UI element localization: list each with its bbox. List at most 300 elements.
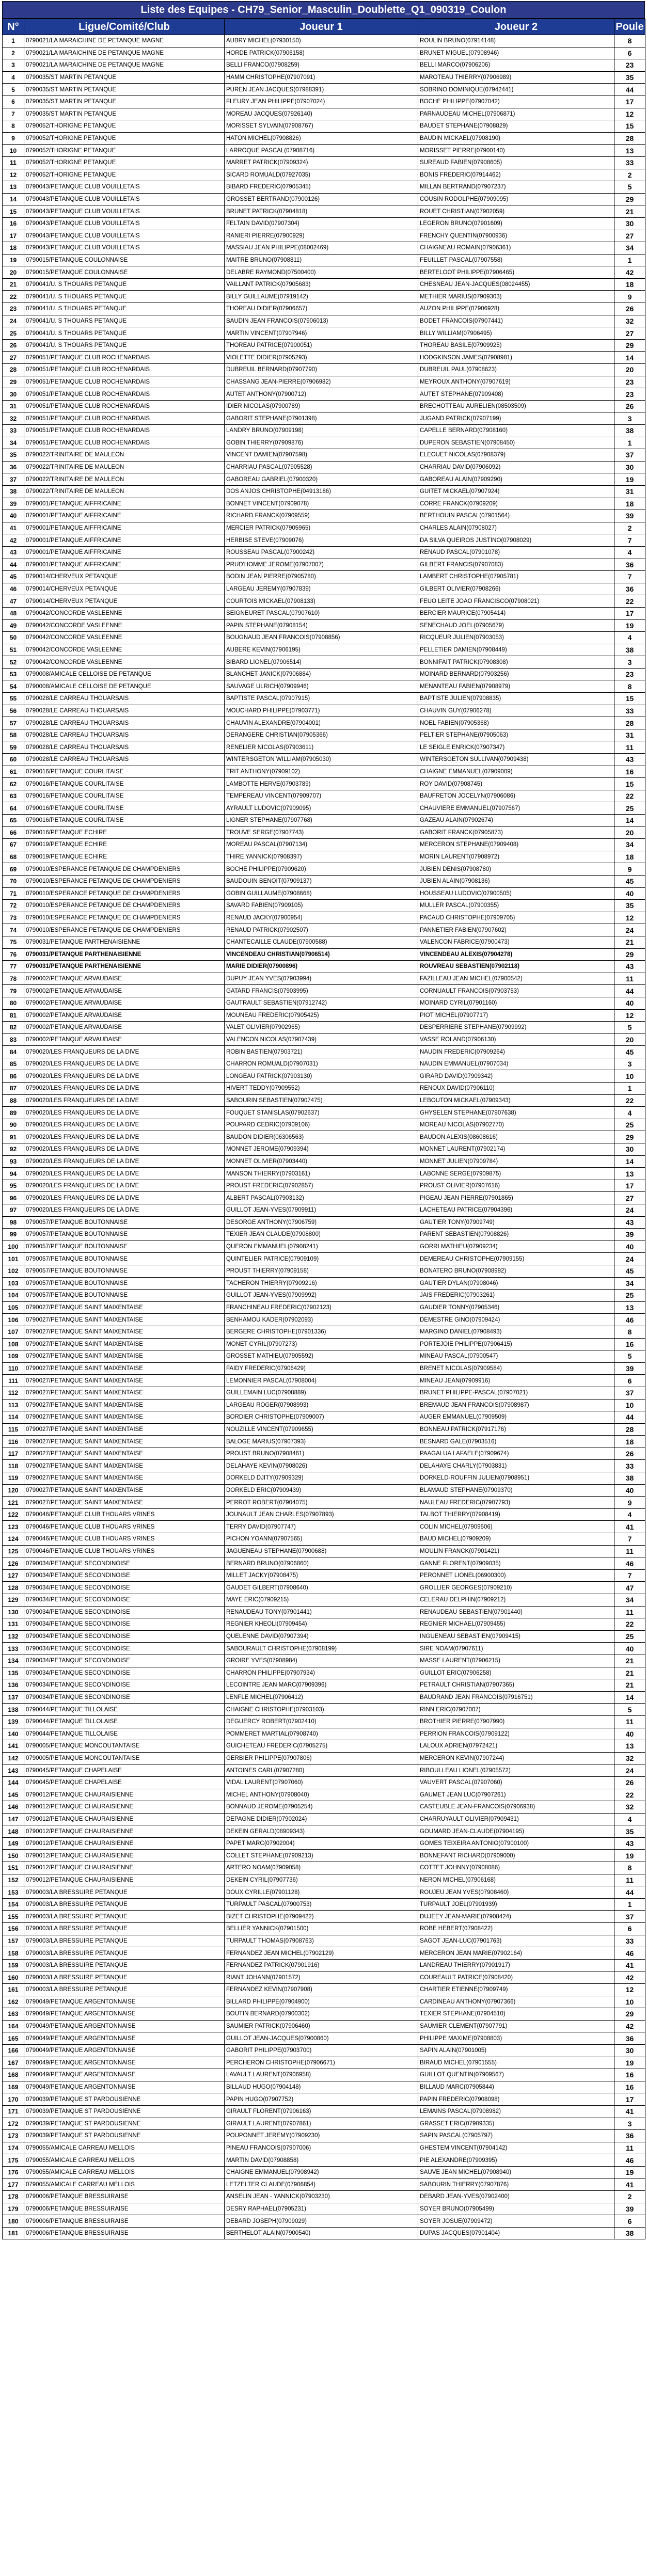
cell-player-1: DESORGE ANTHONY(07906759) [225,1216,418,1229]
cell-player-2: AUTET STEPHANE(07909408) [418,388,614,401]
cell-player-1: PAPIN HUGO(07907752) [225,2093,418,2106]
cell-pool: 27 [614,327,645,340]
cell-number: 168 [3,2069,24,2081]
cell-player-2: GAUTIER TONY(07909749) [418,1216,614,1229]
cell-player-1: LENFLE MICHEL(07906412) [225,1691,418,1704]
cell-player-2: GAUTIER DYLAN(07908046) [418,1277,614,1290]
cell-player-1: AUTET ANTHONY(07900712) [225,388,418,401]
cell-club: 0790044/PETANQUE TILLOLAISE [24,1715,225,1728]
cell-club: 0790003/LA BRESSUIRE PETANQUE [24,1935,225,1947]
table-row [3,1460,645,1472]
cell-number: 54 [3,680,24,693]
cell-pool: 36 [614,2032,645,2045]
table-row [3,2044,645,2057]
cell-pool: 12 [614,912,645,924]
cell-player-1: DORKELD DJITY(07909329) [225,1472,418,1485]
cell-player-1: HIVERT TEDDY(07909552) [225,1083,418,1095]
cell-player-2: MARGINO DANIEL(07908493) [418,1326,614,1338]
table-row [3,1472,645,1485]
cell-player-1: LIGNER STEPHANE(07907768) [225,815,418,827]
cell-club: 0790055/AMICALE CARREAU MELLOIS [24,2179,225,2191]
cell-player-2: ROULIN BRUNO(07914148) [418,35,614,47]
cell-pool: 2 [614,522,645,534]
cell-player-2: COUREAULT PATRICE(07908420) [418,1971,614,1984]
cell-player-2: BIRAUD MICHEL(07901555) [418,2057,614,2069]
cell-player-2: BODET FRANCOIS(07907441) [418,315,614,327]
table-row [3,705,645,717]
cell-club: 0790012/PETANQUE CHAURAISIENNE [24,1837,225,1850]
cell-number: 91 [3,1131,24,1143]
cell-player-1: GAUTRAULT SEBASTIEN(07912742) [225,997,418,1009]
cell-club: 0790042/CONCORDE VASLEENNE [24,656,225,669]
cell-number: 37 [3,473,24,486]
table-row [3,1545,645,1557]
cell-number: 56 [3,705,24,717]
cell-player-2: MONNET JULIEN(07909784) [418,1155,614,1168]
cell-pool: 46 [614,1557,645,1570]
cell-pool: 34 [614,1594,645,1607]
cell-club: 0790003/LA BRESSUIRE PETANQUE [24,1959,225,1971]
cell-number: 71 [3,887,24,900]
cell-player-1: MAITRE BRUNO(07908811) [225,254,418,266]
table-row [3,1350,645,1363]
cell-club: 0790010/ESPERANCE PETANQUE DE CHAMPDENIERS [24,900,225,912]
table-row [3,924,645,936]
cell-pool: 16 [614,1338,645,1350]
cell-club: 0790003/LA BRESSUIRE PETANQUE [24,1984,225,1996]
cell-player-2: DEMEREAU CHRISTOPHE(07909155) [418,1253,614,1265]
cell-player-2: MILLAN BERTRAND(07907237) [418,181,614,194]
cell-player-1: THOREAU DIDIER(07906657) [225,303,418,315]
table-row [3,1326,645,1338]
cell-number: 154 [3,1898,24,1911]
cell-number: 59 [3,741,24,754]
cell-player-2: TURPAULT JOEL(07901939) [418,1898,614,1911]
cell-number: 128 [3,1582,24,1594]
cell-pool: 27 [614,230,645,242]
cell-player-2: CHARTIER ETIENNE(07909749) [418,1984,614,1996]
cell-player-1: DOS ANJOS CHRISTOPHE(04913186) [225,485,418,498]
cell-number: 49 [3,619,24,632]
cell-player-1: GABORIT PHILIPPE(07903700) [225,2044,418,2057]
cell-pool: 38 [614,1472,645,1485]
table-row [3,2118,645,2130]
cell-pool: 5 [614,181,645,194]
cell-player-2: GUILLOT ERIC(07906258) [418,1667,614,1679]
cell-club: 0790052/THORIGNE PETANQUE [24,156,225,169]
cell-player-2: SAGOT JEAN-LUC(07901763) [418,1935,614,1947]
cell-pool: 25 [614,1119,645,1131]
cell-number: 113 [3,1399,24,1411]
cell-player-1: PAPIN STEPHANE(07908154) [225,619,418,632]
cell-club: 0790057/PETANQUE BOUTONNAISE [24,1290,225,1302]
cell-pool: 43 [614,1216,645,1229]
cell-player-2: GOMES TEIXEIRA ANTONIO(07900100) [418,1837,614,1850]
cell-player-1: MANSON THIERRY(07903161) [225,1168,418,1180]
table-row [3,156,645,169]
table-row [3,1508,645,1521]
cell-player-1: BERNARD BRUNO(07906860) [225,1557,418,1570]
cell-number: 4 [3,71,24,84]
cell-club: 0790005/PETANQUE MONCOUTANTAISE [24,1740,225,1753]
cell-player-2: MASSE LAURENT(07906215) [418,1655,614,1667]
cell-player-2: GAZEAU ALAIN(07902674) [418,815,614,827]
cell-player-1: VIOLETTE DIDIER(07905293) [225,352,418,364]
cell-player-2: GUILLOT QUENTIN(07909567) [418,2069,614,2081]
cell-pool: 19 [614,1850,645,1862]
table-row [3,2142,645,2154]
table-row [3,766,645,778]
table-row [3,1411,645,1424]
cell-player-2: PERONNET LIONEL(06900300) [418,1569,614,1582]
cell-club: 0790008/AMICALE CELLOISE DE PETANQUE [24,668,225,680]
cell-player-1: VIDAL LAURENT(07907060) [225,1776,418,1789]
table-row [3,1022,645,1034]
cell-player-2: NAULEAU FREDERIC(07907793) [418,1497,614,1509]
table-row [3,1484,645,1497]
cell-club: 0790019/PETANQUE ECHIRE [24,839,225,851]
cell-player-1: BELLI FRANCO(07908259) [225,59,418,72]
cell-player-1: FOUQUET STANISLAS(07902637) [225,1107,418,1119]
table-row [3,1850,645,1862]
cell-pool: 3 [614,2118,645,2130]
table-row [3,1825,645,1838]
cell-number: 6 [3,96,24,108]
cell-club: 0790039/PETANQUE ST PARDOUSIENNE [24,2105,225,2118]
cell-player-1: LARGEAU ROGER(07908993) [225,1399,418,1411]
cell-club: 0790034/PETANQUE SECONDINOISE [24,1594,225,1607]
cell-pool: 26 [614,1448,645,1460]
cell-pool: 20 [614,826,645,839]
cell-player-1: COURTOIS MICKAEL(07908133) [225,595,418,608]
cell-player-2: PIE ALEXANDRE(07909395) [418,2154,614,2167]
cell-club: 0790028/LE CARREAU THOUARSAIS [24,705,225,717]
table-row [3,1155,645,1168]
cell-player-1: SABOURIN SEBASTIEN(07907475) [225,1094,418,1107]
cell-pool: 8 [614,1862,645,1874]
cell-club: 0790001/PETANQUE AIFFRICAINE [24,522,225,534]
cell-club: 0790020/LES FRANQUEURS DE LA DIVE [24,1119,225,1131]
cell-player-2: NAUDIN FREDERIC(07909264) [418,1046,614,1058]
cell-club: 0790016/PETANQUE COURLITAISE [24,802,225,815]
table-row [3,656,645,669]
cell-pool: 26 [614,303,645,315]
table-row [3,619,645,632]
table-row [3,1667,645,1679]
cell-pool: 44 [614,985,645,997]
cell-number: 28 [3,364,24,376]
cell-player-1: AUBERE KEVIN(07906195) [225,644,418,656]
cell-player-1: REGNIER KHEOLI(07909454) [225,1618,418,1631]
cell-player-1: QUELENNE DAVID(07907394) [225,1630,418,1643]
cell-club: 0790043/PETANQUE CLUB VOUILLETAIS [24,193,225,205]
cell-number: 94 [3,1168,24,1180]
table-row [3,1216,645,1229]
cell-club: 0790002/PETANQUE ARVAUDAISE [24,997,225,1009]
cell-player-1: DEPAGNE DIDIER(07902024) [225,1813,418,1825]
cell-club: 0790020/LES FRANQUEURS DE LA DIVE [24,1204,225,1217]
table-row [3,1959,645,1971]
cell-number: 108 [3,1338,24,1350]
cell-player-2: MOULIN FRANCK(07901421) [418,1545,614,1557]
table-row [3,1801,645,1814]
cell-player-2: BERTELOOT PHILIPPE(07906465) [418,266,614,279]
cell-player-1: HAMM CHRISTOPHE(07907091) [225,71,418,84]
table-row [3,802,645,815]
cell-player-2: SABOURIN THIERRY(07907876) [418,2179,614,2191]
table-row [3,1569,645,1582]
cell-player-2: PETRAULT CHRISTIAN(07907365) [418,1679,614,1692]
cell-player-1: BAPTISTE PASCAL(07907915) [225,693,418,705]
cell-number: 116 [3,1436,24,1448]
cell-player-1: JAGUENEAU STEPHANE(07900688) [225,1545,418,1557]
cell-player-1: BIBARD FREDERIC(07905345) [225,181,418,194]
cell-player-1: CHAIGNE CHRISTOPHE(07903103) [225,1704,418,1716]
table-row [3,1107,645,1119]
cell-player-1: FERNANDEZ KEVIN(07907908) [225,1984,418,1996]
table-row [3,59,645,72]
table-row [3,1423,645,1436]
cell-player-1: GABORIT STEPHANE(07901398) [225,412,418,425]
cell-player-2: ROY DAVID(07908745) [418,778,614,790]
cell-number: 43 [3,546,24,559]
cell-pool: 26 [614,400,645,412]
cell-club: 0790051/PETANQUE CLUB ROCHENARDAIS [24,352,225,364]
cell-number: 123 [3,1521,24,1533]
cell-number: 144 [3,1776,24,1789]
cell-club: 0790041/U. S THOUARS PETANQUE [24,315,225,327]
table-row [3,754,645,766]
cell-player-1: DELAHAYE KEVIN(07908026) [225,1460,418,1472]
cell-club: 0790003/LA BRESSUIRE PETANQUE [24,1911,225,1923]
table-row [3,120,645,133]
cell-player-2: DA SILVA QUEIROS JUSTINO(07908029) [418,534,614,547]
cell-club: 0790035/ST MARTIN PETANQUE [24,108,225,120]
cell-club: 0790020/LES FRANQUEURS DE LA DIVE [24,1107,225,1119]
cell-number: 36 [3,461,24,473]
cell-club: 0790010/ESPERANCE PETANQUE DE CHAMPDENIERS [24,924,225,936]
cell-club: 0790027/PETANQUE SAINT MAIXENTAISE [24,1436,225,1448]
cell-player-2: MONNET LAURENT(07902174) [418,1143,614,1156]
table-row [3,912,645,924]
cell-number: 74 [3,924,24,936]
table-row [3,1119,645,1131]
table-row [3,473,645,486]
table-row [3,839,645,851]
table-row [3,352,645,364]
cell-number: 19 [3,254,24,266]
cell-pool: 15 [614,778,645,790]
cell-number: 150 [3,1850,24,1862]
cell-number: 34 [3,437,24,449]
cell-pool: 12 [614,1009,645,1022]
cell-number: 40 [3,510,24,522]
cell-pool: 28 [614,717,645,729]
cell-pool: 38 [614,425,645,437]
cell-player-1: TEXIER JEAN CLAUDE(07908800) [225,1229,418,1241]
cell-number: 143 [3,1764,24,1777]
cell-pool: 23 [614,668,645,680]
cell-pool: 42 [614,266,645,279]
cell-player-2: GAUDIER TONNY(07905346) [418,1301,614,1314]
cell-pool: 43 [614,961,645,973]
cell-pool: 40 [614,887,645,900]
table-row [3,339,645,352]
cell-club: 0790042/CONCORDE VASLEENNE [24,619,225,632]
cell-pool: 36 [614,2130,645,2142]
cell-player-1: BIBARD LIONEL(07906514) [225,656,418,669]
table-row [3,1448,645,1460]
cell-club: 0790014/CHERVEUX PETANQUE [24,571,225,583]
cell-player-1: BENHAMOU KADER(07902093) [225,1314,418,1326]
cell-pool: 19 [614,473,645,486]
cell-number: 53 [3,668,24,680]
cell-pool: 3 [614,656,645,669]
cell-club: 0790001/PETANQUE AIFFRICAINE [24,498,225,510]
cell-pool: 14 [614,815,645,827]
cell-player-1: DUBREUIL BERNARD(07907790) [225,364,418,376]
cell-player-2: PAPIN FREDERIC(07908098) [418,2093,614,2106]
cell-player-1: FRANCHINEAU FREDERIC(07902123) [225,1301,418,1314]
cell-pool: 23 [614,376,645,388]
cell-player-2: MORISSET PIERRE(07900140) [418,145,614,157]
cell-player-2: DEBARD JEAN-YVES(07902400) [418,2191,614,2203]
cell-number: 57 [3,717,24,729]
table-row [3,1606,645,1618]
cell-club: 0790028/LE CARREAU THOUARSAIS [24,717,225,729]
cell-player-2: LEGERON BRUNO(07901609) [418,217,614,230]
cell-number: 27 [3,352,24,364]
cell-player-2: SOYER JOSUE(07909472) [418,2215,614,2228]
table-row [3,132,645,145]
table-row [3,1436,645,1448]
cell-pool: 11 [614,1874,645,1886]
cell-number: 85 [3,1058,24,1070]
table-row [3,717,645,729]
cell-club: 0790021/LA MARAICHINE DE PETANQUE MAGNE [24,35,225,47]
table-row [3,1691,645,1704]
cell-player-2: MAROTEAU THIERRY(07906989) [418,71,614,84]
cell-number: 3 [3,59,24,72]
cell-pool: 8 [614,1326,645,1338]
cell-club: 0790027/PETANQUE SAINT MAIXENTAISE [24,1350,225,1363]
cell-player-2: BONNEAU PATRICK(07917176) [418,1423,614,1436]
cell-player-1: MILLET JACKY(07908475) [225,1569,418,1582]
table-row [3,291,645,303]
cell-player-1: HATON MICHEL(07908826) [225,132,418,145]
cell-number: 90 [3,1119,24,1131]
table-row [3,1192,645,1204]
cell-pool: 18 [614,851,645,863]
cell-player-1: BALOGE MARIUS(07907393) [225,1436,418,1448]
cell-player-1: MOUNEAU FREDERIC(07905425) [225,1009,418,1022]
cell-number: 73 [3,912,24,924]
cell-player-1: VALENCON NICOLAS(07907439) [225,1033,418,1046]
table-row [3,2069,645,2081]
cell-pool: 14 [614,1155,645,1168]
cell-club: 0790051/PETANQUE CLUB ROCHENARDAIS [24,388,225,401]
cell-pool: 4 [614,1508,645,1521]
table-row [3,985,645,997]
cell-club: 0790046/PETANQUE CLUB THOUARS VRINES [24,1545,225,1557]
cell-number: 109 [3,1350,24,1363]
cell-pool: 25 [614,1290,645,1302]
table-row [3,254,645,266]
cell-number: 164 [3,2020,24,2032]
cell-player-2: GIRARD DAVID(07909342) [418,1070,614,1083]
cell-player-1: TACHERON THIERRY(07909216) [225,1277,418,1290]
cell-player-2: SENECHAUD JOEL(07905679) [418,619,614,632]
cell-club: 0790021/LA MARAICHINE DE PETANQUE MAGNE [24,59,225,72]
cell-number: 170 [3,2093,24,2106]
cell-player-2: PROUST OLIVIER(07907616) [418,1180,614,1192]
cell-player-1: FERNANDEZ JEAN MICHEL(07902129) [225,1947,418,1960]
cell-pool: 5 [614,1350,645,1363]
table-row [3,1180,645,1192]
cell-player-2: COTTET JOHNNY(07908086) [418,1862,614,1874]
cell-pool: 10 [614,1399,645,1411]
cell-player-1: MORISSET SYLVAIN(07908767) [225,120,418,133]
cell-pool: 11 [614,1545,645,1557]
cell-number: 166 [3,2044,24,2057]
cell-club: 0790003/LA BRESSUIRE PETANQUE [24,1898,225,1911]
cell-club: 0790022/TRINITAIRE DE MAULEON [24,473,225,486]
cell-player-1: BONNAUD JEROME(07905254) [225,1801,418,1814]
cell-number: 26 [3,339,24,352]
table-row [3,1277,645,1290]
cell-number: 65 [3,815,24,827]
cell-player-2: PELTIER STEPHANE(07905063) [418,729,614,741]
cell-player-2: HOUSSEAU LUDOVIC(07900505) [418,887,614,900]
cell-player-2: PIGEAU JEAN PIERRE(07901865) [418,1192,614,1204]
cell-number: 64 [3,802,24,815]
header-pool: Poule [614,19,645,35]
cell-pool: 22 [614,595,645,608]
cell-club: 0790016/PETANQUE COURLITAISE [24,790,225,802]
cell-club: 0790034/PETANQUE SECONDINOISE [24,1655,225,1667]
table-row [3,1204,645,1217]
cell-club: 0790014/CHERVEUX PETANQUE [24,583,225,595]
table-row [3,522,645,534]
cell-player-2: JAIS FREDERIC(07903261) [418,1290,614,1302]
cell-club: 0790051/PETANQUE CLUB ROCHENARDAIS [24,376,225,388]
cell-pool: 22 [614,1094,645,1107]
table-row [3,741,645,754]
cell-pool: 10 [614,1996,645,2008]
cell-pool: 1 [614,437,645,449]
cell-number: 167 [3,2057,24,2069]
table-row [3,1886,645,1899]
cell-club: 0790015/PETANQUE COULONNAISE [24,266,225,279]
cell-number: 110 [3,1362,24,1375]
cell-player-2: GILBERT OLIVIER(07908266) [418,583,614,595]
cell-player-2: NAUDIN EMMANUEL(07907034) [418,1058,614,1070]
table-row [3,1399,645,1411]
cell-number: 98 [3,1216,24,1229]
table-row [3,1301,645,1314]
cell-number: 130 [3,1606,24,1618]
table-row [3,2008,645,2021]
cell-player-1: POUPONNET JEREMY(07909230) [225,2130,418,2142]
cell-club: 0790049/PETANQUE ARGENTONNAISE [24,2069,225,2081]
cell-pool: 39 [614,2203,645,2215]
table-row [3,778,645,790]
cell-number: 5 [3,84,24,96]
cell-player-2: BREMAUD JEAN FRANCOIS(07908987) [418,1399,614,1411]
cell-club: 0790039/PETANQUE ST PARDOUSIENNE [24,2093,225,2106]
cell-number: 17 [3,230,24,242]
cell-club: 0790034/PETANQUE SECONDINOISE [24,1582,225,1594]
